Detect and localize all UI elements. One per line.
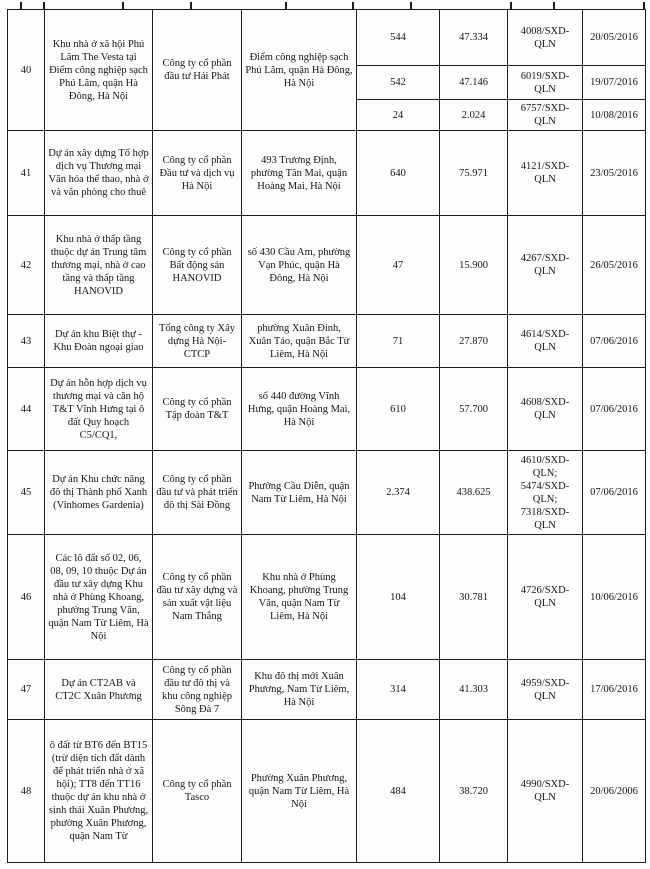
stt-cell: 47 — [8, 660, 45, 720]
area-cell: 2.024 — [440, 100, 508, 131]
area-cell: 47.146 — [440, 66, 508, 100]
project-name-cell: Các lô đất số 02, 06, 08, 09, 10 thuộc Dự án đầu tư xây dựng Khu nhà ở Phùng Khoang, phường Trung Văn, quận Nam Từ Liêm, Hà Nội — [45, 535, 153, 660]
project-name-cell: Khu nhà ở thấp tầng thuộc dự án Trung tâm thương mại, nhà ở cao tầng và thấp tầng HANOVID — [45, 216, 153, 315]
stt-cell: 42 — [8, 216, 45, 315]
decision-number-cell: 4614/SXD-QLN — [508, 315, 583, 368]
area-cell: 38.720 — [440, 720, 508, 863]
area-cell: 438.625 — [440, 451, 508, 535]
units-cell: 2.374 — [357, 451, 440, 535]
date-cell: 07/06/2016 — [583, 315, 646, 368]
area-cell: 47.334 — [440, 10, 508, 66]
location-cell: 493 Trương Định, phường Tân Mai, quận Hoàng Mai, Hà Nội — [242, 131, 357, 216]
units-cell: 104 — [357, 535, 440, 660]
table-row-47 — [8, 660, 646, 720]
date-cell: 23/05/2016 — [583, 131, 646, 216]
investor-cell: Công ty cổ phần Bất động sản HANOVID — [153, 216, 242, 315]
area-cell: 15.900 — [440, 216, 508, 315]
decision-number-cell: 4959/SXD-QLN — [508, 660, 583, 720]
stt-cell: 41 — [8, 131, 45, 216]
stt-cell: 48 — [8, 720, 45, 863]
table-row-44 — [8, 368, 646, 451]
decision-number-cell: 4990/SXD-QLN — [508, 720, 583, 863]
investor-cell: Công ty cổ phần Đầu tư và dịch vụ Hà Nội — [153, 131, 242, 216]
units-cell: 542 — [357, 66, 440, 100]
decision-number-cell: 4610/SXD-QLN; 5474/SXD-QLN; 7318/SXD-QLN — [508, 451, 583, 535]
decision-number-cell: 6757/SXD-QLN — [508, 100, 583, 131]
date-cell: 17/06/2016 — [583, 660, 646, 720]
investor-cell: Công ty cổ phần đầu tư Hải Phát — [153, 10, 242, 131]
units-cell: 314 — [357, 660, 440, 720]
table-row-41 — [8, 131, 646, 216]
table-row-46 — [8, 535, 646, 660]
project-name-cell: Dự án hỗn hợp dịch vụ thương mại và căn hộ T&T Vĩnh Hưng tại ô đất Quy hoạch C5/CQ1, — [45, 368, 153, 451]
project-name-cell: Dự án Khu chức năng đô thị Thành phố Xanh (Vinhomes Gardenia) — [45, 451, 153, 535]
units-cell: 484 — [357, 720, 440, 863]
investor-cell: Công ty cổ phần đầu tư và phát triển đô thị Sài Đồng — [153, 451, 242, 535]
date-cell: 20/05/2016 — [583, 10, 646, 66]
decision-number-cell: 4267/SXD-QLN — [508, 216, 583, 315]
date-cell: 10/08/2016 — [583, 100, 646, 131]
investor-cell: Công ty cổ phần đầu tư xây dựng và sản xuất vật liệu Nam Thắng — [153, 535, 242, 660]
investor-cell: Công ty cổ phần Tập đoàn T&T — [153, 368, 242, 451]
location-cell: số 440 đường Vĩnh Hưng, quận Hoàng Mai, Hà Nội — [242, 368, 357, 451]
investor-cell: Tổng công ty Xây dựng Hà Nội-CTCP — [153, 315, 242, 368]
date-cell: 10/06/2016 — [583, 535, 646, 660]
project-name-cell: Khu nhà ở xã hội Phú Lãm The Vesta tại Điểm công nghiệp sạch Phú Lãm, quận Hà Đông, Hà Nội — [45, 10, 153, 131]
date-cell: 07/06/2016 — [583, 451, 646, 535]
location-cell: Phường Cầu Diễn, quận Nam Từ Liêm, Hà Nội — [242, 451, 357, 535]
project-name-cell: ô đất từ BT6 đến BT15 (trừ diện tích đất dành để phát triển nhà ở xã hội); TT8 đến TT16 thuộc dự án khu nhà ở sinh thái Xuân Phương, phường Xuân Phương, quận Nam Từ — [45, 720, 153, 863]
investor-cell: Công ty cổ phần Tasco — [153, 720, 242, 863]
stt-cell: 44 — [8, 368, 45, 451]
units-cell: 640 — [357, 131, 440, 216]
decision-number-cell: 4121/SXD-QLN — [508, 131, 583, 216]
area-cell: 57.700 — [440, 368, 508, 451]
units-cell: 71 — [357, 315, 440, 368]
units-cell: 544 — [357, 10, 440, 66]
units-cell: 47 — [357, 216, 440, 315]
date-cell: 26/05/2016 — [583, 216, 646, 315]
table-row-45 — [8, 451, 646, 535]
project-name-cell: Dự án xây dựng Tổ hợp dịch vụ Thương mại Văn hóa thể thao, nhà ở và văn phòng cho thuê — [45, 131, 153, 216]
decision-number-cell: 4608/SXD-QLN — [508, 368, 583, 451]
stt-cell: 40 — [8, 10, 45, 131]
table-body — [8, 10, 646, 863]
area-cell: 27.870 — [440, 315, 508, 368]
investor-cell: Công ty cổ phần đầu tư đô thị và khu công nghiệp Sông Đà 7 — [153, 660, 242, 720]
units-cell: 610 — [357, 368, 440, 451]
decision-number-cell: 4726/SXD-QLN — [508, 535, 583, 660]
project-list-table — [7, 9, 646, 863]
area-cell: 41.303 — [440, 660, 508, 720]
area-cell: 30.781 — [440, 535, 508, 660]
units-cell: 24 — [357, 100, 440, 131]
project-name-cell: Dự án CT2AB và CT2C Xuân Phương — [45, 660, 153, 720]
stt-cell: 43 — [8, 315, 45, 368]
location-cell: phường Xuân Đỉnh, Xuân Tảo, quận Bắc Từ Liêm, Hà Nội — [242, 315, 357, 368]
table-row-43 — [8, 315, 646, 368]
area-cell: 75.971 — [440, 131, 508, 216]
date-cell: 07/06/2016 — [583, 368, 646, 451]
decision-number-cell: 4008/SXD-QLN — [508, 10, 583, 66]
table-row-40-entry-1 — [8, 10, 646, 66]
stt-cell: 45 — [8, 451, 45, 535]
location-cell: Khu đô thị mới Xuân Phương, Nam Từ Liêm, Hà Nội — [242, 660, 357, 720]
decision-number-cell: 6019/SXD-QLN — [508, 66, 583, 100]
table-row-48 — [8, 720, 646, 863]
location-cell: Khu nhà ở Phùng Khoang, phường Trung Văn, quận Nam Từ Liêm, Hà Nội — [242, 535, 357, 660]
date-cell: 19/07/2016 — [583, 66, 646, 100]
location-cell: Phường Xuân Phương, quận Nam Từ Liêm, Hà Nội — [242, 720, 357, 863]
project-name-cell: Dự án khu Biệt thự - Khu Đoàn ngoại giao — [45, 315, 153, 368]
location-cell: Điểm công nghiệp sạch Phú Lãm, quận Hà Đông, Hà Nội — [242, 10, 357, 131]
date-cell: 20/06/2006 — [583, 720, 646, 863]
location-cell: số 430 Cầu Am, phường Vạn Phúc, quận Hà Đông, Hà Nội — [242, 216, 357, 315]
table-row-42 — [8, 216, 646, 315]
stt-cell: 46 — [8, 535, 45, 660]
